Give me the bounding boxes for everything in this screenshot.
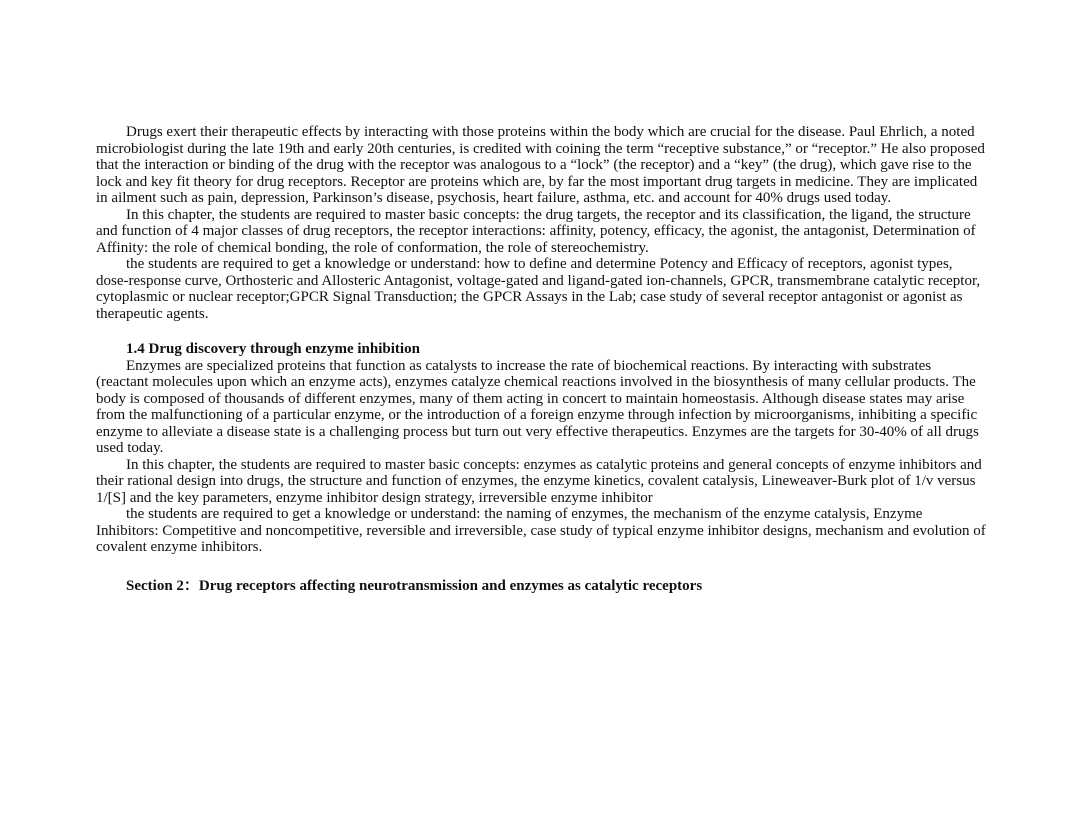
enzyme-basic-concepts-paragraph: In this chapter, the students are required to master basic concepts: enzymes as catalytic proteins and general concepts of enzyme inhibitors and their rational design into drugs, the structure and function of enzymes, the enzyme kinetics, covalent catalysis, Lineweaver-Burk plot of 1/v versus 1/[S] and the key parameters, enzyme inhibitor design strategy, irreversible enzyme inhibitor xyxy=(96,456,982,506)
spacer xyxy=(96,322,986,341)
spacer xyxy=(96,556,986,578)
enzyme-knowledge-paragraph: the students are required to get a knowledge or understand: the naming of enzymes, the mechanism of the enzyme catalysis, Enzyme Inhibitors: Competitive and noncompetitive, reversible and irreversible, case study of typical enzyme inhibitor designs, mechanism and evolution of covalent enzyme inhibitors. xyxy=(96,506,986,555)
document-page xyxy=(96,124,986,594)
receptor-intro-paragraph: Drugs exert their therapeutic effects by interacting with those proteins within the body which are crucial for the disease. Paul Ehrlich, a noted microbiologist during the late 19th and early 20th centuries, is credited with coining the term “receptive substance,” or “receptor.” He also proposed that the interaction or binding of the drug with the receptor was analogous to a “lock” (the receptor) and a “key” (the drug), which gave rise to the lock and key fit theory for drug receptors. Receptor are proteins which are, by far the most important drug targets in medicine. They are implicated in ailment such as pain, depression, Parkinson’s disease, psychosis, heart failure, asthma, etc. and account for 40% drugs used today. xyxy=(96,124,985,206)
receptor-knowledge-paragraph: the students are required to get a knowledge or understand: how to define and determine Potency and Efficacy of receptors, agonist types, dose-response curve, Orthosteric and Allosteric Antagonist, voltage-gated and ligand-gated ion-channels, GPCR, transmembrane catalytic receptor, cytoplasmic or nuclear receptor;GPCR Signal Transduction; the GPCR Assays in the Lab; case study of several receptor antagonist or agonist as therapeutic agents. xyxy=(96,256,981,322)
section-1-4-heading: 1.4 Drug discovery through enzyme inhibition xyxy=(126,341,420,357)
enzyme-intro-paragraph: Enzymes are specialized proteins that function as catalysts to increase the rate of biochemical reactions. By interacting with substrates (reactant molecules upon which an enzyme acts), enzymes catalyze chemical reactions involved in the biosynthesis of many cellular products. The body is composed of thousands of different enzymes, many of them acting in concert to maintain homeostasis. Although disease states may arise from the malfunctioning of a particular enzyme, or the introduction of a foreign enzyme through infection by microorganisms, inhibiting a specific enzyme to alleviate a disease state is a challenging process but turn out very effective therapeutics. Enzymes are the targets for 30-40% of all drugs used today. xyxy=(96,357,979,456)
section-2-heading: Section 2：Drug receptors affecting neurotransmission and enzymes as catalytic receptors xyxy=(126,577,703,594)
receptor-basic-concepts-paragraph: In this chapter, the students are required to master basic concepts: the drug targets, the receptor and its classification, the ligand, the structure and function of 4 major classes of drug receptors, the receptor interactions: affinity, potency, efficacy, the agonist, the antagonist, Determination of Affinity: the role of chemical bonding, the role of conformation, the role of stereochemistry. xyxy=(96,206,976,256)
